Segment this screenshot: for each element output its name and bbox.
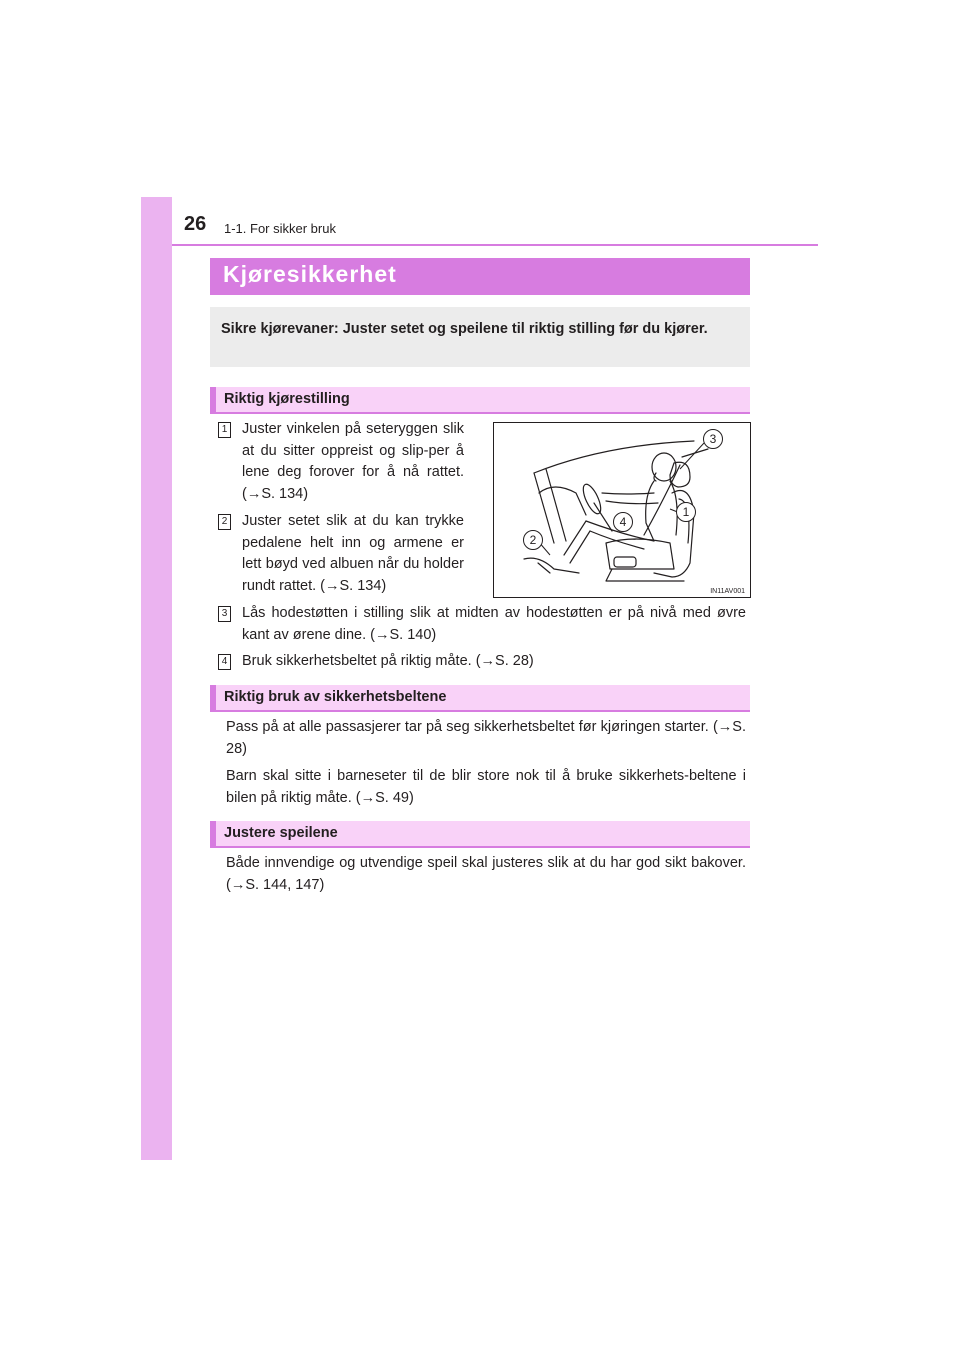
item-text: Lås hodestøtten i stilling slik at midten av hodestøtten er på nivå med øvre kant av ørene dine. (→S. 140) [242,605,746,643]
callout-1: 1 [676,502,696,522]
subheading-label: Riktig kjørestilling [224,391,350,407]
item-text: Juster vinkelen på seteryggen slik at du sitter oppreist og slip-per å lene deg forover for å nå rattet. (→S. 134) [242,421,464,502]
list-item [221,511,464,597]
intro-text: Sikre kjørevaner: Juster setet og speilene til riktig stilling før du kjører. [221,321,708,337]
subheading-label: Riktig bruk av sikkerhetsbeltene [224,689,447,705]
subheading-driving-position [210,387,750,414]
header-rule [172,244,818,246]
item-number: 4 [218,654,231,670]
chapter-label: 1-1. For sikker bruk [224,221,336,236]
item-number: 2 [218,514,231,530]
subheading-mirrors [210,821,750,848]
item-text: Juster setet slik at du kan trykke pedalene helt inn og armene er lett bøyd ved albuen når du holder rundt rattet. (→S. 134) [242,513,464,594]
intro-box [210,307,750,367]
paragraph: Barn skal sitte i barneseter til de blir store nok til å bruke sikkerhets-beltene i bilen på riktig måte. (→S. 49) [226,768,746,806]
callout-3: 3 [703,429,723,449]
subheading-label: Justere speilene [224,825,338,841]
paragraph: Pass på at alle passasjerer tar på seg sikkerhetsbeltet før kjøringen starter. (→S. 28) [226,719,746,757]
driving-position-illustration [493,422,751,598]
paragraph: Både innvendige og utvendige speil skal justeres slik at du har god sikt bakover. (→S. 144, 147) [226,855,746,893]
page-title: Kjøresikkerhet [223,261,397,287]
page-title-bar [210,258,750,295]
figure-code: IN11AV001 [710,588,745,595]
list-item [221,419,464,505]
subheading-seatbelts [210,685,750,712]
list-item [221,651,746,673]
item-number: 3 [218,606,231,622]
callout-4: 4 [613,512,633,532]
item-number: 1 [218,422,231,438]
side-tab-band [141,197,172,1160]
driver-seat-drawing [494,423,750,597]
list-item [221,603,746,646]
callout-2: 2 [523,530,543,550]
item-text: Bruk sikkerhetsbeltet på riktig måte. (→S. 28) [242,653,534,669]
page-number: 26 [184,213,207,235]
